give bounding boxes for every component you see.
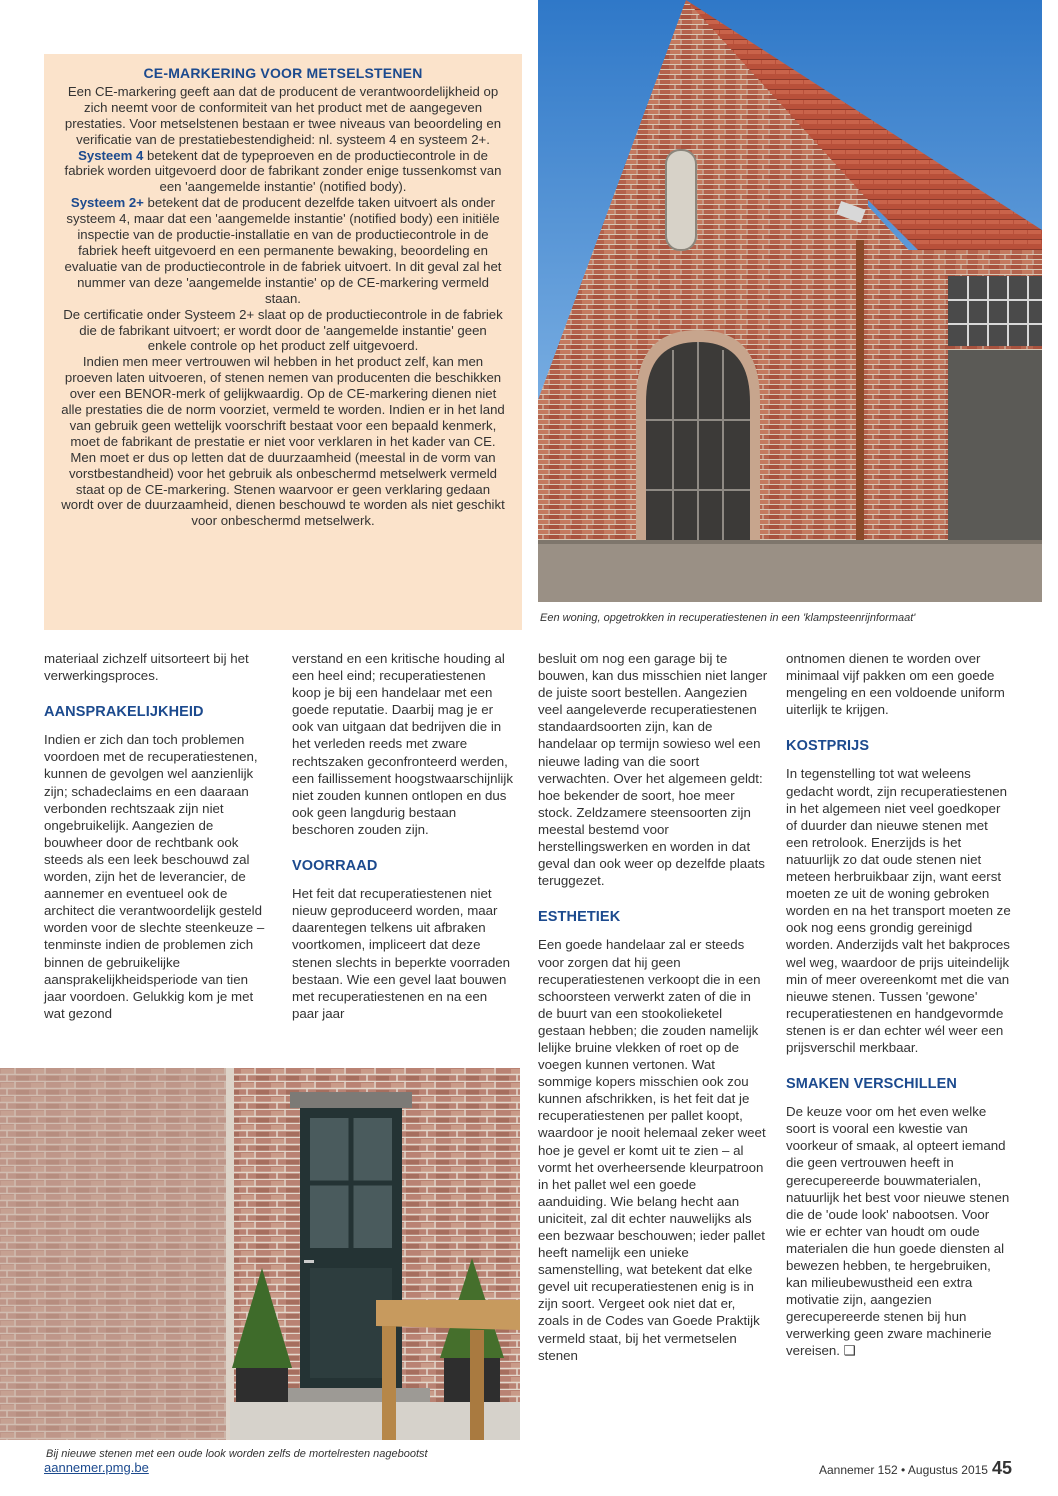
footer-issue: [819, 1458, 1012, 1479]
door-photo: [0, 1068, 520, 1440]
body-paragraph: In tegenstelling tot wat weleens gedacht wordt, zijn recuperatiestenen in het algemeen niet veel goedkoper of duurder dan nieuwe stenen met een retrolook. Enerzijds is het natuurlijk zo dat oude stenen niet meteen herbruikbaar zijn, want eerst moeten ze uit de woning gebroken worden en na het transport moeten ze ook nog eens grondig gereinigd worden. Anderzijds valt het bakproces wel weg, waardoor de prijs uiteindelijk min of meer overeenkomt met die van nieuwe stenen. Tussen 'gewone' recuperatiestenen en handgevormde stenen is er dan echter wél weer een prijsverschil merkbaar.: [786, 766, 1011, 1055]
body-paragraph: materiaal zichzelf uitsorteert bij het verwerkingsproces.: [44, 651, 249, 684]
article-column-3: [538, 650, 768, 1364]
body-paragraph: Een goede handelaar zal er steeds voor zorgen dat hij geen recuperatiestenen verkoopt die in een schoorsteen verwerkt zaten of die in de buurt van een stookolieketel gestaan hebben; die zouden namelijk lelijke bruine vlekken of roet op de voegen kunnen vertonen. Wat sommige kopers misschien ook zou kunnen afschrikken, is het feit dat je recuperatiestenen per pallet koopt, waardoor je nooit helemaal zeker weet hoe je gevel er komt uit te zien – al vormt het overheersende kleurpatroon in het pallet wel een goede aanduiding. Wie belang hecht aan uniciteit, zal dit echter nauwelijks als een bezwaar beschouwen; ieder pallet heeft namelijk een unieke samenstelling, wat betekent dat elke gevel uit recuperatiestenen enig is in zijn soort. Vergeet ook niet dat er, zoals in de Codes van Goede Praktijk vermeld staat, bij het vermetselen stenen: [538, 937, 766, 1363]
body-paragraph: ontnomen dienen te worden over minimaal vijf pakken om een goede mengeling en een voldoende uniform uiterlijk te krijgen.: [786, 651, 1005, 718]
website-link[interactable]: aannemer.pmg.be: [44, 1460, 149, 1475]
ce-info-box: [44, 54, 522, 630]
body-paragraph: [786, 1103, 1012, 1359]
article-column-1: [44, 650, 266, 1022]
ce-box-paragraph: Indien men meer vertrouwen wil hebben in het product zelf, kan men proeven laten uitvoeren, of stenen nemen van producenten die beschikken over een BENOR-merk of gelijkwaardig. Op de CE-markering dienen niet alle prestaties die de norm voorziet, vermeld te worden. Indien er in het land van gebruik geen wettelijk voorschrift bestaat voor een bepaald kenmerk, moet de fabrikant de prestatie er niet voor verklaren in het kader van CE. Men moet er dus op letten dat de duurzaamheid (meestal in de vorm van vorstbestandheid) voor het gebruik als onbeschermd metselwerk vermeld staat op de CE-markering. Stenen waarvoor er geen verklaring gedaan wordt over de duurzaamheid, dienen beschouwd te worden als niet geschikt voor onbeschermd metselwerk.: [61, 354, 505, 529]
door-brick-illustration: [0, 1068, 520, 1440]
section-heading-kostprijs: KOSTPRIJS: [786, 738, 870, 755]
end-mark-icon: ❑: [839, 1343, 856, 1359]
brick-house-photo: [538, 0, 1042, 602]
ce-box-paragraph: De certificatie onder Systeem 2+ slaat op de productiecontrole in de fabriek die de fabrikant uitvoert; er wordt door de 'aangemelde instantie' geen enkele controle op het product zelf uitgevoerd.: [63, 306, 503, 354]
body-text: De keuze voor om het even welke soort is vooral een kwestie van voorkeur of smaak, al opteert iemand die geen vertrouwen heeft in gerecupereerde bouwmaterialen, natuurlijk het best voor nieuwe stenen die de 'oude look' nabootsen. Voor wie er echter van houdt om oude materialen die hun goede diensten al bewezen hebben, te hergebruiken, kan milieubewustheid een extra motivatie zijn, aangezien gerecupereerde stenen bij hun verwerking geen zware machinerie vereisen.: [786, 1104, 1010, 1359]
section-heading-voorraad: VOORRAAD: [292, 858, 378, 875]
system4-label: Systeem 4: [78, 147, 144, 163]
system2-label: Systeem 2+: [70, 195, 144, 211]
section-heading-smaken-verschillen: SMAKEN VERSCHILLEN: [786, 1076, 957, 1093]
ce-box-paragraph: [58, 148, 508, 196]
issue-info: Aannemer 152 • Augustus 2015: [818, 1463, 988, 1477]
system4-text: betekent dat de typeproeven en de productiecontrole in de fabriek worden uitgevoerd door de fabrikant zonder enige tussenkomst van een 'aangemelde instantie' (notified body).: [64, 147, 502, 195]
photo-caption-bottom: Bij nieuwe stenen met een oude look worden zelfs de mortelresten nagebootst: [46, 1448, 428, 1460]
system2-text: betekent dat de producent dezelfde taken uitvoert als onder systeem 4, maar dat een 'aangemelde instantie' (notified body) een initiële inspectie van de productie-installatie en van de productiecontrole in de fabriek heeft uitgevoerd en een permanente bewaking, beoordeling en evaluatie van de productiecontrole in de fabriek uitvoert. In dit geval zal het nummer van deze 'aangemelde instantie' op de CE-markering vermeld staan.: [64, 195, 502, 306]
ce-box-paragraph: [58, 195, 508, 306]
article-column-4: [786, 650, 1012, 1360]
body-paragraph: Indien er zich dan toch problemen voordoen met de recuperatiestenen, kunnen de gevolgen wel aanzienlijk zijn; schadeclaims en een daaraan verbonden rechtszaak zijn niet ongebruikelijk. Aangezien de bouwheer door de rechtbank ook steeds als een leek beschouwd zal worden, zijn het de leverancier, de aannemer en eventueel ook de architect die verantwoordelijk gesteld worden voor de slechte steenkeuze – tenminste indien de problemen zich binnen de gebruikelijke aansprakelijkheidsperiode van tien jaar voordoen. Gelukkig kom je met wat gezond: [44, 732, 265, 1021]
page-number: 45: [991, 1458, 1012, 1478]
body-paragraph: verstand en een kritische houding al een heel eind; recuperatiestenen koop je bij een handelaar met een goede reputatie. Daarbij mag je er ook van uitgaan dat bedrijven die in het verleden reeds met zware rechtszaken geconfronteerd werden, een faillissement hoogstwaarschijnlijk niet zouden kunnen ontlopen en dus ook geen langdurig bestaan beschoren zouden zijn.: [292, 651, 513, 837]
section-heading-esthetiek: ESTHETIEK: [538, 909, 621, 926]
photo-caption-top: Een woning, opgetrokken in recuperatiestenen in een 'klampsteenrijnformaat': [540, 612, 916, 624]
ce-box-paragraph: Een CE-markering geeft aan dat de producent de verantwoordelijkheid op zich neemt voor de conformiteit van het product met de aangegeven prestaties. Voor metselstenen bestaan er twee niveaus van beoordeling en verificatie van de prestatiebestendigheid: nl. systeem 4 en systeem 2+.: [64, 83, 502, 147]
article-column-2: [292, 650, 514, 1022]
brick-house-illustration: [538, 0, 1042, 602]
body-paragraph: Het feit dat recuperatiestenen niet nieuw geproduceerd worden, maar daarentegen telkens uit afbraken voortkomen, impliceert dat deze stenen slechts in beperkte voorraden bestaan. Wie een gevel laat bouwen met recuperatiestenen en na een paar jaar: [292, 886, 511, 1021]
body-paragraph: besluit om nog een garage bij te bouwen, kan dus misschien niet langer de juiste soort bestellen. Aangezien veel aangeleverde recuperatiestenen standaardsoorten zijn, kan de handelaar op termijn sowieso wel een nieuwe lading van die soort verwachten. Over het algemeen geldt: hoe bekender de soort, hoe meer stock. Zeldzamere steensoorten zijn meestal bestemd voor herstellingswerken en worden in dat geval dan ook weer op dezelfde plaats teruggezet.: [538, 651, 768, 889]
section-heading-aansprakelijkheid: AANSPRAKELIJKHEID: [44, 704, 204, 721]
ce-box-title: CE-MARKERING VOOR METSELSTENEN: [143, 65, 423, 81]
